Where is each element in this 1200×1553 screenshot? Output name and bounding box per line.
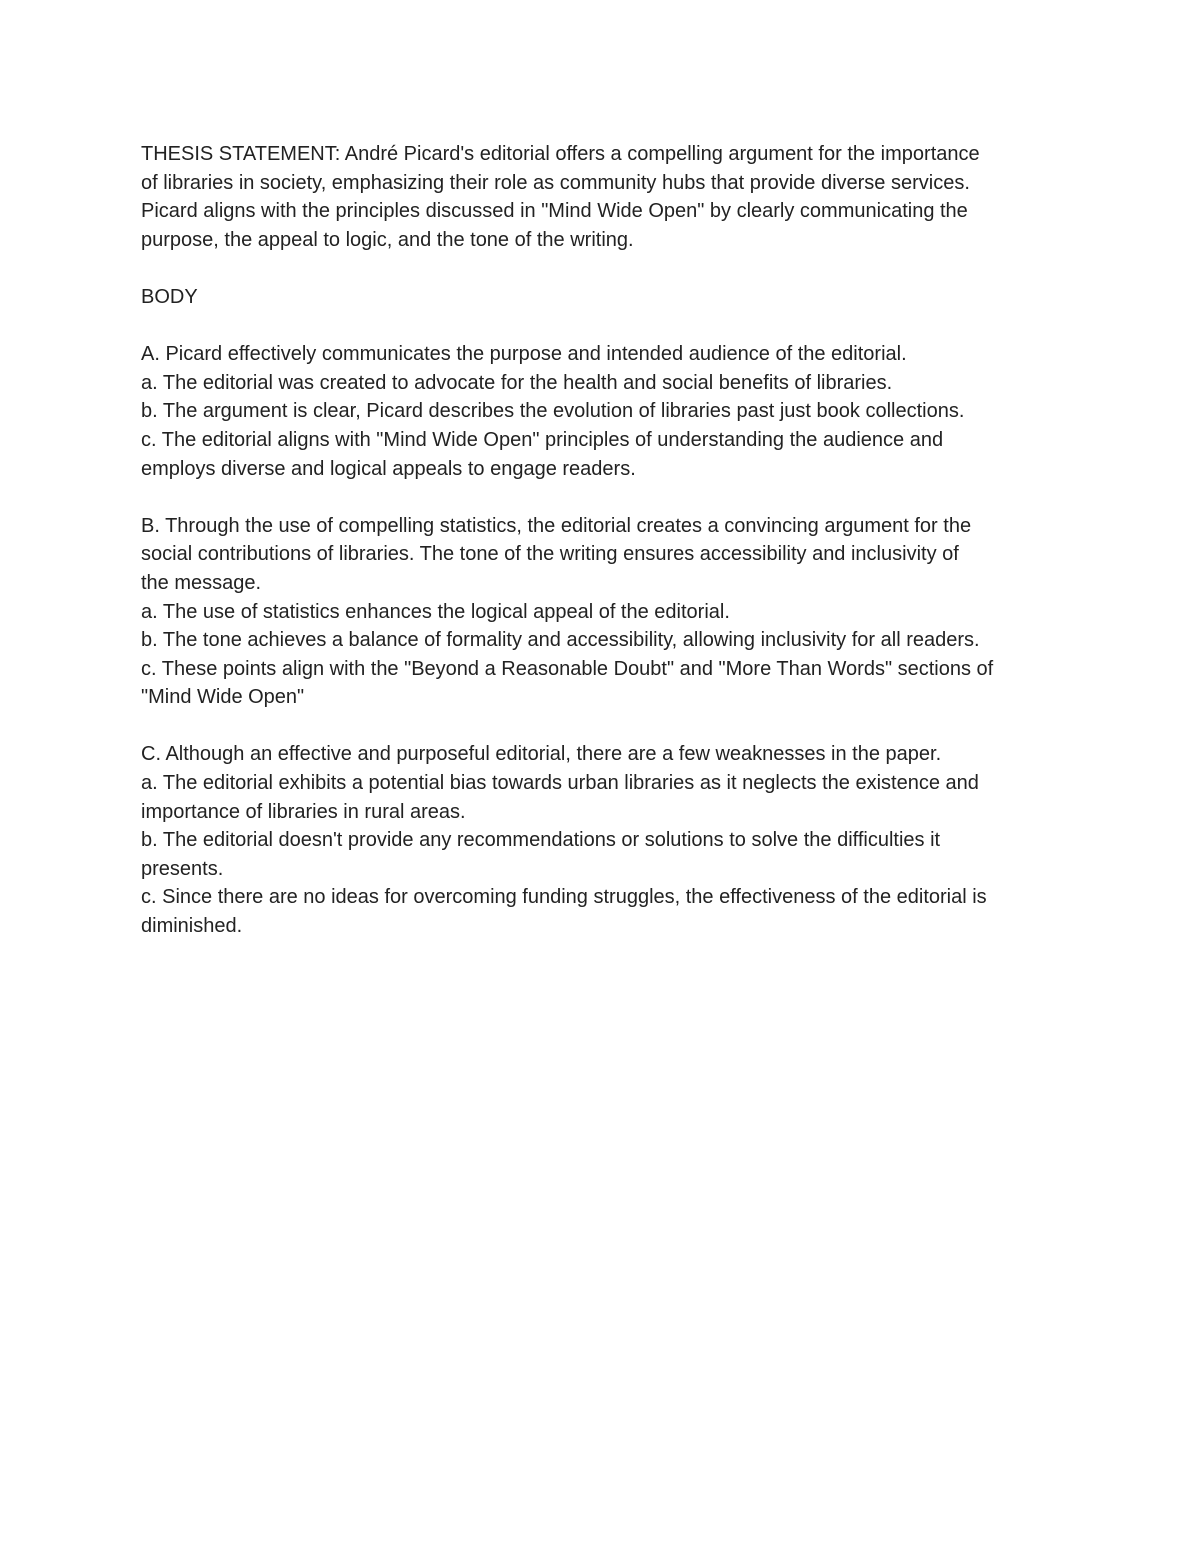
- section-a: [141, 340, 1071, 483]
- section-c-line: presents.: [141, 857, 224, 880]
- section-a-line: A. Picard effectively communicates the purpose and intended audience of the editorial.: [141, 343, 907, 366]
- thesis-line: Picard aligns with the principles discussed in "Mind Wide Open" by clearly communicating the: [141, 200, 968, 223]
- section-b-line: B. Through the use of compelling statistics, the editorial creates a convincing argument for the: [141, 514, 972, 537]
- section-c-line: c. Since there are no ideas for overcoming funding struggles, the effectiveness of the editorial is: [141, 886, 987, 909]
- section-a-line: employs diverse and logical appeals to engage readers.: [141, 457, 636, 480]
- blank-line: [141, 483, 1071, 512]
- section-b-line: b. The tone achieves a balance of formality and accessibility, allowing inclusivity for all readers.: [141, 629, 980, 652]
- section-b-line: c. These points align with the "Beyond a Reasonable Doubt" and "More Than Words" sections of: [141, 657, 994, 680]
- thesis-line: of libraries in society, emphasizing their role as community hubs that provide diverse services.: [141, 171, 970, 194]
- blank-line: [141, 254, 1071, 283]
- section-c-line: importance of libraries in rural areas.: [141, 800, 466, 823]
- section-b-line: "Mind Wide Open": [141, 686, 305, 709]
- section-c: [141, 740, 1071, 940]
- section-a-line: c. The editorial aligns with "Mind Wide Open" principles of understanding the audience and: [141, 428, 944, 451]
- section-c-line: a. The editorial exhibits a potential bias towards urban libraries as it neglects the existence and: [141, 772, 979, 795]
- section-a-line: b. The argument is clear, Picard describes the evolution of libraries past just book collections.: [141, 400, 965, 423]
- document-body: [141, 140, 1071, 941]
- section-b-line: the message.: [141, 571, 262, 594]
- section-c-line: C. Although an effective and purposeful editorial, there are a few weaknesses in the paper.: [141, 743, 942, 766]
- thesis-line: THESIS STATEMENT: André Picard's editorial offers a compelling argument for the importance: [141, 143, 980, 165]
- thesis-statement: [141, 140, 1071, 254]
- body-heading: BODY: [141, 285, 198, 308]
- section-b: [141, 512, 1071, 712]
- section-b-line: social contributions of libraries. The tone of the writing ensures accessibility and inclusivity of: [141, 543, 959, 566]
- blank-line: [141, 712, 1071, 741]
- section-c-line: b. The editorial doesn't provide any recommendations or solutions to solve the difficulties it: [141, 829, 941, 852]
- section-a-line: a. The editorial was created to advocate for the health and social benefits of libraries.: [141, 371, 893, 394]
- section-b-line: a. The use of statistics enhances the logical appeal of the editorial.: [141, 600, 730, 623]
- thesis-line: purpose, the appeal to logic, and the tone of the writing.: [141, 228, 634, 251]
- blank-line: [141, 312, 1071, 341]
- section-c-line: diminished.: [141, 915, 243, 938]
